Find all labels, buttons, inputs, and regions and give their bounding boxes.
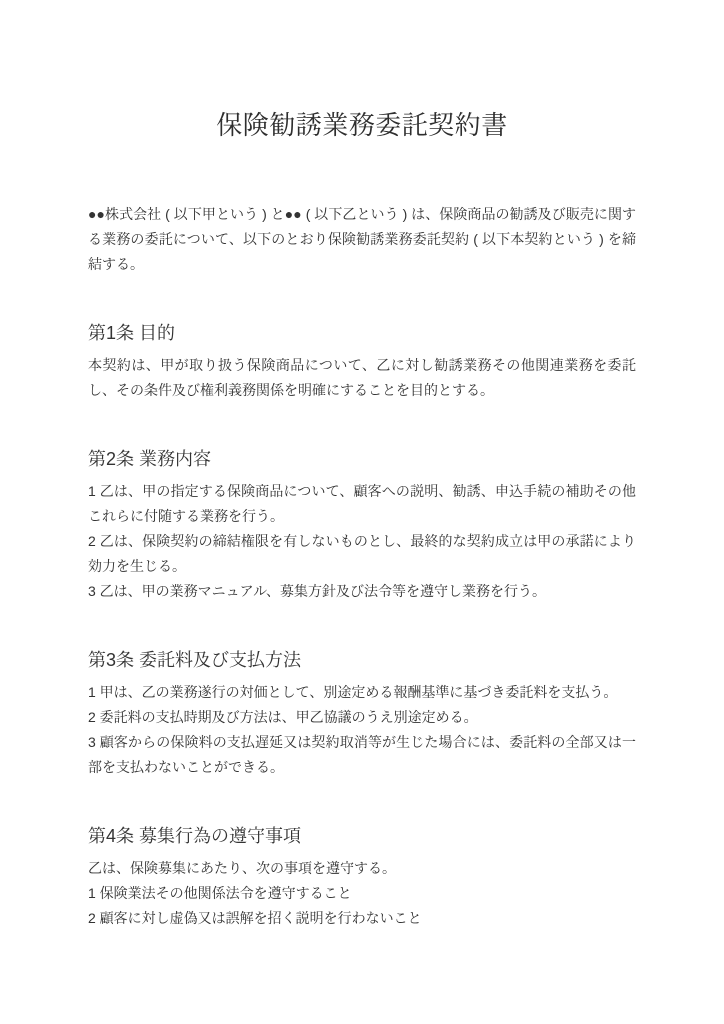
article-2-paragraph-3: 3 乙は、甲の業務マニュアル、募集方針及び法令等を遵守し業務を行う。 [88, 583, 546, 599]
intro-paragraph: ●●株式会社 ( 以下甲という ) と●● ( 以下乙という ) は、保険商品の勧誘及び販売に関する業務の委託について、以下のとおり保険勧誘業務委託契約 ( 以下本契約という ) を締結する。 [88, 206, 636, 272]
article-3-paragraph-3: 3 顧客からの保険料の支払遅延又は契約取消等が生じた場合には、委託料の全部又は一部を支払わないことができる。 [88, 734, 636, 775]
article-1-paragraph-1: 本契約は、甲が取り扱う保険商品について、乙に対し勧誘業務その他関連業務を委託し、その条件及び権利義務関係を明確にすることを目的とする。 [88, 357, 636, 398]
document-title: 保険勧誘業務委託契約書 [216, 110, 508, 140]
article-4-solicitation-compliance [88, 822, 636, 931]
article-4-heading: 第4条 募集行為の遵守事項 [88, 826, 302, 846]
article-4-paragraph-3: 2 顧客に対し虚偽又は誤解を招く説明を行わないこと [88, 910, 422, 926]
article-4-paragraph-2: 1 保険業法その他関係法令を遵守すること [88, 885, 352, 901]
article-3-paragraph-2: 2 委託料の支払時期及び方法は、甲乙協議のうえ別途定める。 [88, 709, 478, 725]
article-1-purpose [88, 319, 636, 403]
article-4-paragraph-1: 乙は、保険募集にあたり、次の事項を遵守する。 [88, 860, 396, 876]
article-2-business-scope [88, 445, 636, 604]
article-1-heading: 第1条 目的 [88, 323, 176, 343]
article-3-heading: 第3条 委託料及び支払方法 [88, 650, 302, 670]
article-2-paragraph-2: 2 乙は、保険契約の締結権限を有しないものとし、最終的な契約成立は甲の承諾により効力を生じる。 [88, 533, 636, 574]
article-2-heading: 第2条 業務内容 [88, 449, 212, 469]
article-3-paragraph-1: 1 甲は、乙の業務遂行の対価として、別途定める報酬基準に基づき委託料を支払う。 [88, 684, 618, 700]
article-3-fees-payment [88, 646, 636, 780]
article-2-paragraph-1: 1 乙は、甲の指定する保険商品について、顧客への説明、勧誘、申込手続の補助その他これらに付随する業務を行う。 [88, 483, 636, 524]
